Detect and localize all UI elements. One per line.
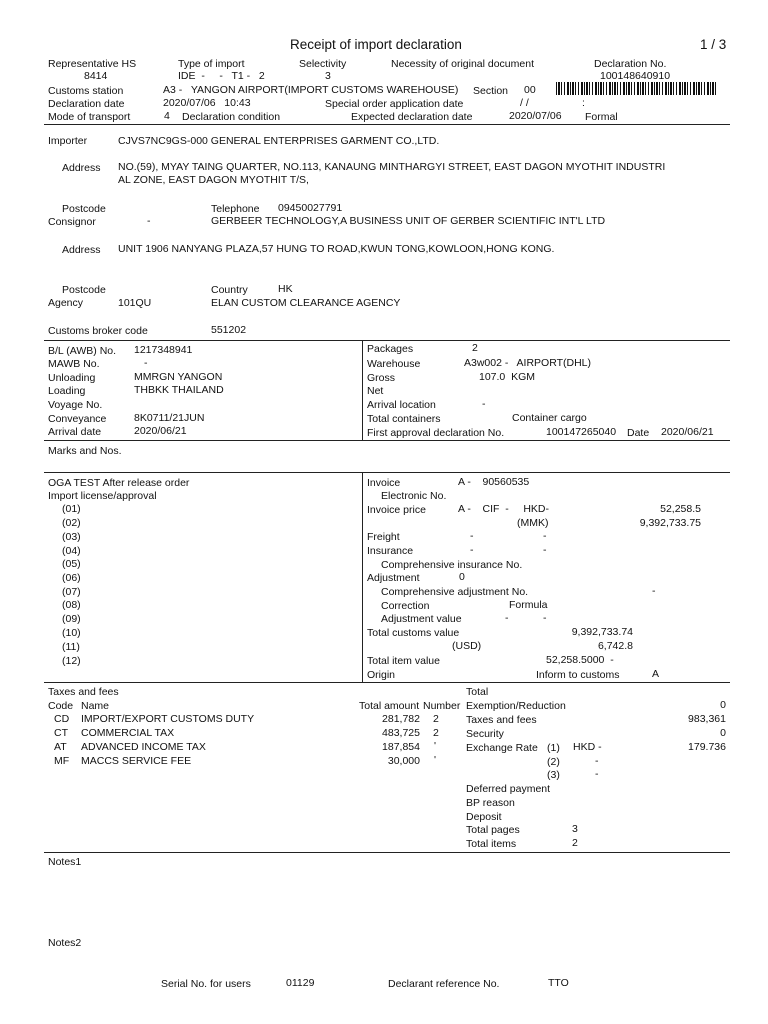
bl-value: 1217348941: [134, 344, 193, 356]
inform-customs-value: A: [652, 668, 660, 680]
packages-label: Packages: [367, 343, 414, 355]
tax-code: CD: [54, 713, 70, 725]
license-item: (10): [62, 627, 81, 639]
broker-code-value: 551202: [211, 324, 247, 336]
importer-postcode-label: Postcode: [62, 203, 106, 215]
conveyance-label: Conveyance: [48, 413, 107, 425]
notes1-label: Notes1: [48, 856, 82, 868]
license-item: (04): [62, 545, 81, 557]
invoice-price-terms: A - CIF - HKD-: [458, 503, 550, 515]
adjustment-value-dash: -: [543, 612, 547, 624]
tax-name: ADVANCED INCOME TAX: [81, 741, 206, 753]
tax-number: 2: [433, 713, 439, 725]
exemption-label: Exemption/Reduction: [466, 700, 566, 712]
taxes-header: Taxes and fees: [48, 686, 119, 698]
rep-hs-value: 8414: [84, 70, 108, 82]
type-import-label: Type of import: [178, 58, 245, 70]
exchange-rate-label: Exchange Rate: [466, 742, 538, 754]
adjustment-label: Adjustment: [367, 572, 420, 584]
tax-code: MF: [54, 755, 70, 767]
divider: [44, 440, 730, 441]
total-items-label: Total items: [466, 838, 517, 850]
license-item: (09): [62, 613, 81, 625]
net-label: Net: [367, 385, 384, 397]
insurance-dash: -: [543, 544, 547, 556]
total-amount-header: Total amount: [359, 700, 420, 712]
tax-amount: 483,725: [382, 727, 420, 739]
license-item: (01): [62, 503, 81, 515]
adjustment-value-label: Adjustment value: [381, 613, 462, 625]
bp-reason-label: BP reason: [466, 797, 515, 809]
agency-code: 101QU: [118, 297, 152, 309]
unloading-label: Unloading: [48, 372, 96, 384]
first-approval-date-label: Date: [627, 427, 650, 439]
tax-name: MACCS SERVICE FEE: [81, 755, 192, 767]
exchange-index: (2): [547, 756, 560, 768]
loading-label: Loading: [48, 385, 86, 397]
inform-customs-label: Inform to customs: [536, 669, 620, 681]
section-value: 00: [524, 84, 536, 96]
notes2-label: Notes2: [48, 937, 82, 949]
comp-adjustment-dash: -: [652, 585, 656, 597]
telephone-label: Telephone: [211, 203, 260, 215]
exchange-rate-value: 179.736: [688, 741, 726, 753]
country-value: HK: [278, 283, 293, 295]
oga-line2: Import license/approval: [48, 490, 157, 502]
selectivity-label: Selectivity: [299, 58, 347, 70]
arrival-location-value: -: [482, 398, 486, 410]
total-usd-value: 6,742.8: [597, 640, 633, 652]
license-item: (12): [62, 655, 81, 667]
first-approval-label: First approval declaration No.: [367, 427, 505, 439]
insurance-label: Insurance: [367, 545, 414, 557]
tax-amount: 187,854: [382, 741, 420, 753]
license-item: (11): [62, 641, 80, 653]
formal-value: Formal: [585, 111, 618, 123]
divider: [44, 682, 730, 683]
tax-name: COMMERCIAL TAX: [81, 727, 175, 739]
total-containers-label: Total containers: [367, 413, 441, 425]
security-value: 0: [720, 727, 726, 739]
unloading-value: MMRGN YANGON: [134, 371, 223, 383]
tax-code: CT: [54, 727, 68, 739]
license-item: (02): [62, 517, 81, 529]
first-approval-date: 2020/06/21: [661, 426, 714, 438]
mode-transport-value: 4: [164, 110, 170, 122]
warehouse-label: Warehouse: [367, 358, 421, 370]
freight-dash: -: [470, 530, 474, 542]
tax-amount: 30,000: [387, 755, 420, 767]
document-title: Receipt of import declaration: [290, 37, 462, 52]
voyage-label: Voyage No.: [48, 399, 103, 411]
total-customs-label: Total customs value: [367, 627, 460, 639]
special-order-colon: :: [582, 97, 585, 109]
divider: [44, 472, 730, 473]
divider: [44, 852, 730, 853]
decl-date-label: Declaration date: [48, 98, 125, 110]
comp-adjustment-label: Comprehensive adjustment No.: [381, 586, 529, 598]
freight-dash: -: [543, 530, 547, 542]
invoice-price-label: Invoice price: [367, 504, 426, 516]
license-item: (07): [62, 586, 81, 598]
name-header: Name: [81, 700, 110, 712]
deferred-payment-label: Deferred payment: [466, 783, 551, 795]
divider: [44, 340, 730, 341]
loading-value: THBKK THAILAND: [134, 384, 224, 396]
importer-label: Importer: [48, 135, 88, 147]
comp-insurance-label: Comprehensive insurance No.: [381, 559, 523, 571]
broker-code-label: Customs broker code: [48, 325, 148, 337]
arrival-location-label: Arrival location: [367, 399, 436, 411]
consignor-address-value: UNIT 1906 NANYANG PLAZA,57 HUNG TO ROAD,KWUN TONG,KOWLOON,HONG KONG.: [118, 243, 555, 255]
tax-amount: 281,782: [382, 713, 420, 725]
number-header: Number: [423, 700, 461, 712]
adjustment-value: 0: [459, 571, 465, 583]
license-item: (05): [62, 558, 81, 570]
adjustment-value-dash: -: [505, 612, 509, 624]
exchange-dash: -: [595, 768, 599, 780]
mawb-value: -: [144, 357, 148, 369]
tax-number: 2: [433, 727, 439, 739]
customs-station-value: A3 - YANGON AIRPORT(IMPORT CUSTOMS WAREHOUSE): [163, 84, 459, 96]
total-containers-value: Container cargo: [512, 412, 587, 424]
total-pages-label: Total pages: [466, 824, 520, 836]
selectivity-value: 3: [325, 70, 331, 82]
invoice-price-mmk: 9,392,733.75: [639, 517, 701, 529]
decl-condition-label: Declaration condition: [182, 111, 281, 123]
exemption-value: 0: [720, 699, 726, 711]
divider: [44, 124, 730, 125]
barcode-image: [556, 82, 718, 95]
bl-label: B/L (AWB) No.: [48, 345, 117, 357]
total-pages-value: 3: [572, 823, 578, 835]
importer-address-line1: NO.(59), MYAY TAING QUARTER, NO.113, KANAUNG MINTHARGYI STREET, EAST DAGON MYOTHIT INDUSTRI: [118, 161, 666, 173]
section-label: Section: [473, 85, 509, 97]
type-import-value: IDE - - T1 - 2: [178, 70, 265, 82]
importer-address-line2: AL ZONE, EAST DAGON MYOTHIT T/S,: [118, 174, 309, 186]
license-item: (03): [62, 531, 81, 543]
divider: [362, 472, 363, 682]
total-item-label: Total item value: [367, 655, 440, 667]
deposit-label: Deposit: [466, 811, 502, 823]
total-customs-value: 9,392,733.74: [571, 626, 633, 638]
country-label: Country: [211, 284, 248, 296]
invoice-price-hkd: 52,258.5: [660, 503, 701, 515]
necessity-label: Necessity of original document: [391, 58, 534, 70]
mawb-label: MAWB No.: [48, 358, 100, 370]
divider: [362, 340, 363, 440]
oga-line1: OGA TEST After release order: [48, 477, 190, 489]
consignor-postcode-label: Postcode: [62, 284, 106, 296]
taxes-fees-value: 983,361: [688, 713, 726, 725]
usd-label: (USD): [452, 640, 482, 652]
taxes-fees-label: Taxes and fees: [466, 714, 537, 726]
exchange-index: (3): [547, 769, 560, 781]
mmk-label: (MMK): [517, 517, 549, 529]
gross-value: 107.0 KGM: [479, 371, 536, 383]
mode-transport-label: Mode of transport: [48, 111, 131, 123]
consignor-address-label: Address: [62, 244, 101, 256]
arrival-date-label: Arrival date: [48, 426, 102, 438]
freight-label: Freight: [367, 531, 400, 543]
consignor-label: Consignor: [48, 216, 96, 228]
arrival-date-value: 2020/06/21: [134, 425, 187, 437]
exchange-currency: HKD -: [573, 741, 602, 753]
rep-hs-label: Representative HS: [48, 58, 137, 70]
agency-value: ELAN CUSTOM CLEARANCE AGENCY: [211, 297, 401, 309]
decl-no-label: Declaration No.: [594, 58, 667, 70]
warehouse-value: A3w002 - AIRPORT(DHL): [464, 357, 592, 369]
invoice-label: Invoice: [367, 477, 401, 489]
invoice-value: A - 90560535: [458, 476, 530, 488]
conveyance-value: 8K0711/21JUN: [134, 412, 205, 424]
special-order-label: Special order application date: [325, 98, 464, 110]
decl-no-value: 100148640910: [600, 70, 671, 82]
expected-date-label: Expected declaration date: [351, 111, 473, 123]
customs-station-label: Customs station: [48, 85, 124, 97]
importer-value: CJVS7NC9GS-000 GENERAL ENTERPRISES GARMENT CO.,LTD.: [118, 135, 440, 147]
importer-address-label: Address: [62, 162, 101, 174]
insurance-dash: -: [470, 544, 474, 556]
electronic-no-label: Electronic No.: [381, 490, 447, 502]
total-item-value: 52,258.5000 -: [546, 654, 614, 666]
serial-no-label: Serial No. for users: [161, 978, 251, 990]
marks-label: Marks and Nos.: [48, 445, 122, 457]
origin-label: Origin: [367, 669, 396, 681]
code-header: Code: [48, 700, 74, 712]
correction-label: Correction: [381, 600, 430, 612]
serial-no-value: 01129: [286, 977, 315, 989]
tax-number: ': [434, 740, 437, 752]
first-approval-value: 100147265040: [546, 426, 617, 438]
license-item: (08): [62, 599, 81, 611]
page-indicator: 1 / 3: [700, 37, 727, 52]
tax-name: IMPORT/EXPORT CUSTOMS DUTY: [81, 713, 255, 725]
declarant-ref-value: TTO: [548, 977, 569, 989]
packages-value: 2: [472, 342, 478, 354]
declarant-ref-label: Declarant reference No.: [388, 978, 500, 990]
exchange-dash: -: [595, 755, 599, 767]
decl-date-value: 2020/07/06 10:43: [163, 97, 251, 109]
tax-number: ': [434, 754, 437, 766]
special-order-value: / /: [520, 97, 529, 109]
telephone-value: 09450027791: [278, 202, 343, 214]
gross-label: Gross: [367, 372, 396, 384]
tax-code: AT: [54, 741, 67, 753]
agency-label: Agency: [48, 297, 84, 309]
total-header: Total: [466, 686, 489, 698]
exchange-index: (1): [547, 742, 560, 754]
security-label: Security: [466, 728, 504, 740]
total-items-value: 2: [572, 837, 578, 849]
consignor-value: GERBEER TECHNOLOGY,A BUSINESS UNIT OF GERBER SCIENTIFIC INT'L LTD: [211, 215, 606, 227]
formula-value: Formula: [509, 599, 548, 611]
consignor-dash: -: [147, 215, 151, 227]
license-item: (06): [62, 572, 81, 584]
expected-date-value: 2020/07/06: [509, 110, 562, 122]
